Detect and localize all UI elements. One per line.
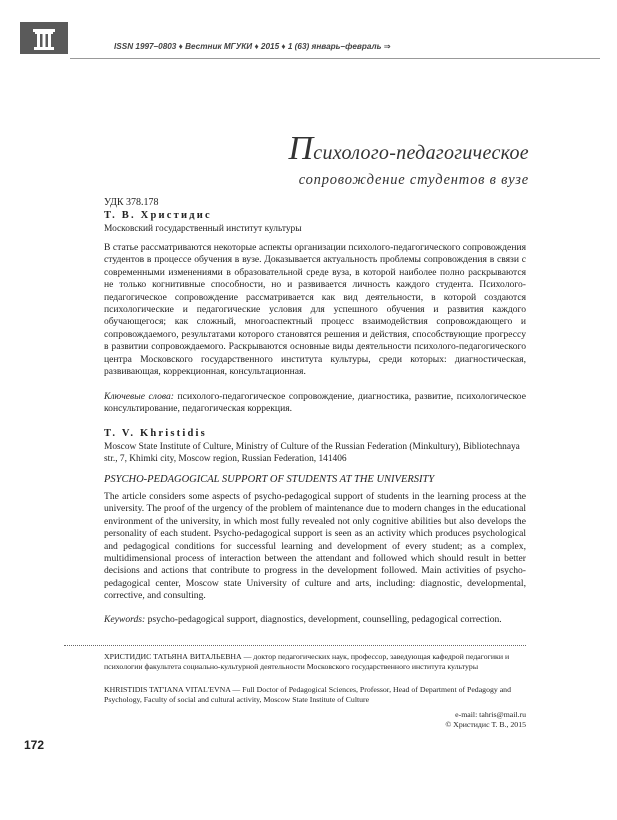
article-title-en: PSYCHO-PEDAGOGICAL SUPPORT OF STUDENTS AT THE UNIVERSITY — [104, 474, 435, 485]
journal-info: ISSN 1997–0803 ♦ Вестник МГУКИ ♦ 2015 ♦ 1 (63) январь–февраль ⇒ — [114, 42, 391, 51]
author-note-en: KHRISTIDIS TAT'IANA VITAL'EVNA — Full Doctor of Pedagogical Sciences, Professor, Head of Department of Pedagogy and Psychology, Faculty of social and cultural activity, Moscow State Institute of Culture — [104, 685, 511, 705]
author-email: e-mail: tahris@mail.ru — [455, 710, 526, 719]
title-line-2: сопровождение студентов в вузе — [298, 172, 529, 188]
abstract-en: The article considers some aspects of psycho-pedagogical support of students in the learning process at the university. The proof of the urgency of the problem of maintenance due to modern changes in the educational environment of the university, in which most fully revealed not only cognitive abilities but also develops the personality of each student. Psycho-pedagogical support is seen as an activity which produces psychological and pedagogical conditions for successful learning and development of every student; as a complex, multidimensional process of interaction between the attendant and followed which should result in better decisions and actions that contribute to progress in the development followed. Main activities of psycho-pedagogical center, Moscow state University of culture and arts, including: diagnostic, developmental, corrective, and consulting. — [104, 491, 526, 602]
title-line-1: Психолого-педагогическое — [288, 130, 529, 167]
header-rule — [70, 58, 600, 59]
running-header — [20, 22, 600, 52]
author-name-en: T. V. Khristidis — [104, 428, 207, 439]
udk-code: УДК 378.178 — [104, 197, 159, 208]
footnote-separator — [64, 645, 526, 646]
author-note-ru: ХРИСТИДИС ТАТЬЯНА ВИТАЛЬЕВНА — доктор педагогических наук, профессор, заведующая кафедрой педагогики и психологии факультета социально-культурной деятельности Московского государственного института культуры — [104, 652, 510, 672]
author-name-ru: Т. В. Христидис — [104, 210, 212, 221]
page-number: 172 — [24, 738, 45, 752]
keywords-ru: Ключевые слова: психолого-педагогическое сопровождение, диагностика, развитие, психологическое консультирование, педагогическая коррекция. — [104, 391, 526, 415]
affiliation-en: Moscow State Institute of Culture, Ministry of Culture of the Russian Federation (Minkultury), Bibliotechnaya str., 7, Khimki city, Moscow region, Russian Federation, 141406 — [104, 442, 520, 464]
keywords-en: Keywords: psycho-pedagogical support, diagnostics, development, counselling, pedagogical correction. — [104, 614, 502, 625]
abstract-ru: В статье рассматриваются некоторые аспекты организации психолого-педагогического сопровождения студентов в процессе обучения в вузе. Доказывается актуальность проблемы сопровождения в связи с современными изменениями в образовательной среде вуза, в которой наиболее полно раскрываются не только когнитивные способности, но и развивается личность каждого студента. Психолого-педагогическое сопровождение рассматривается как вид деятельности, в которой создаются психологические и педагогические условия для успешного обучения и развития каждого обучающегося; как сложный, многоаспектный процесс взаимодействия сопровождающего и сопровождаемого, результатами которого становятся решения и действия, способствующие прогрессу в развитии сопровождаемого. Раскрываются основные виды деятельности психолого-педагогического центра Московского государственного института культуры, среди которых: диагностическая, развивающая, коррекционная, консультационная. — [104, 242, 526, 378]
copyright: © Христидис Т. В., 2015 — [445, 720, 526, 729]
affiliation-ru: Московский государственный институт культуры — [104, 224, 302, 234]
arrow-icon: ⇒ — [383, 42, 391, 51]
column-logo-icon — [20, 22, 68, 54]
article-title — [288, 130, 529, 189]
